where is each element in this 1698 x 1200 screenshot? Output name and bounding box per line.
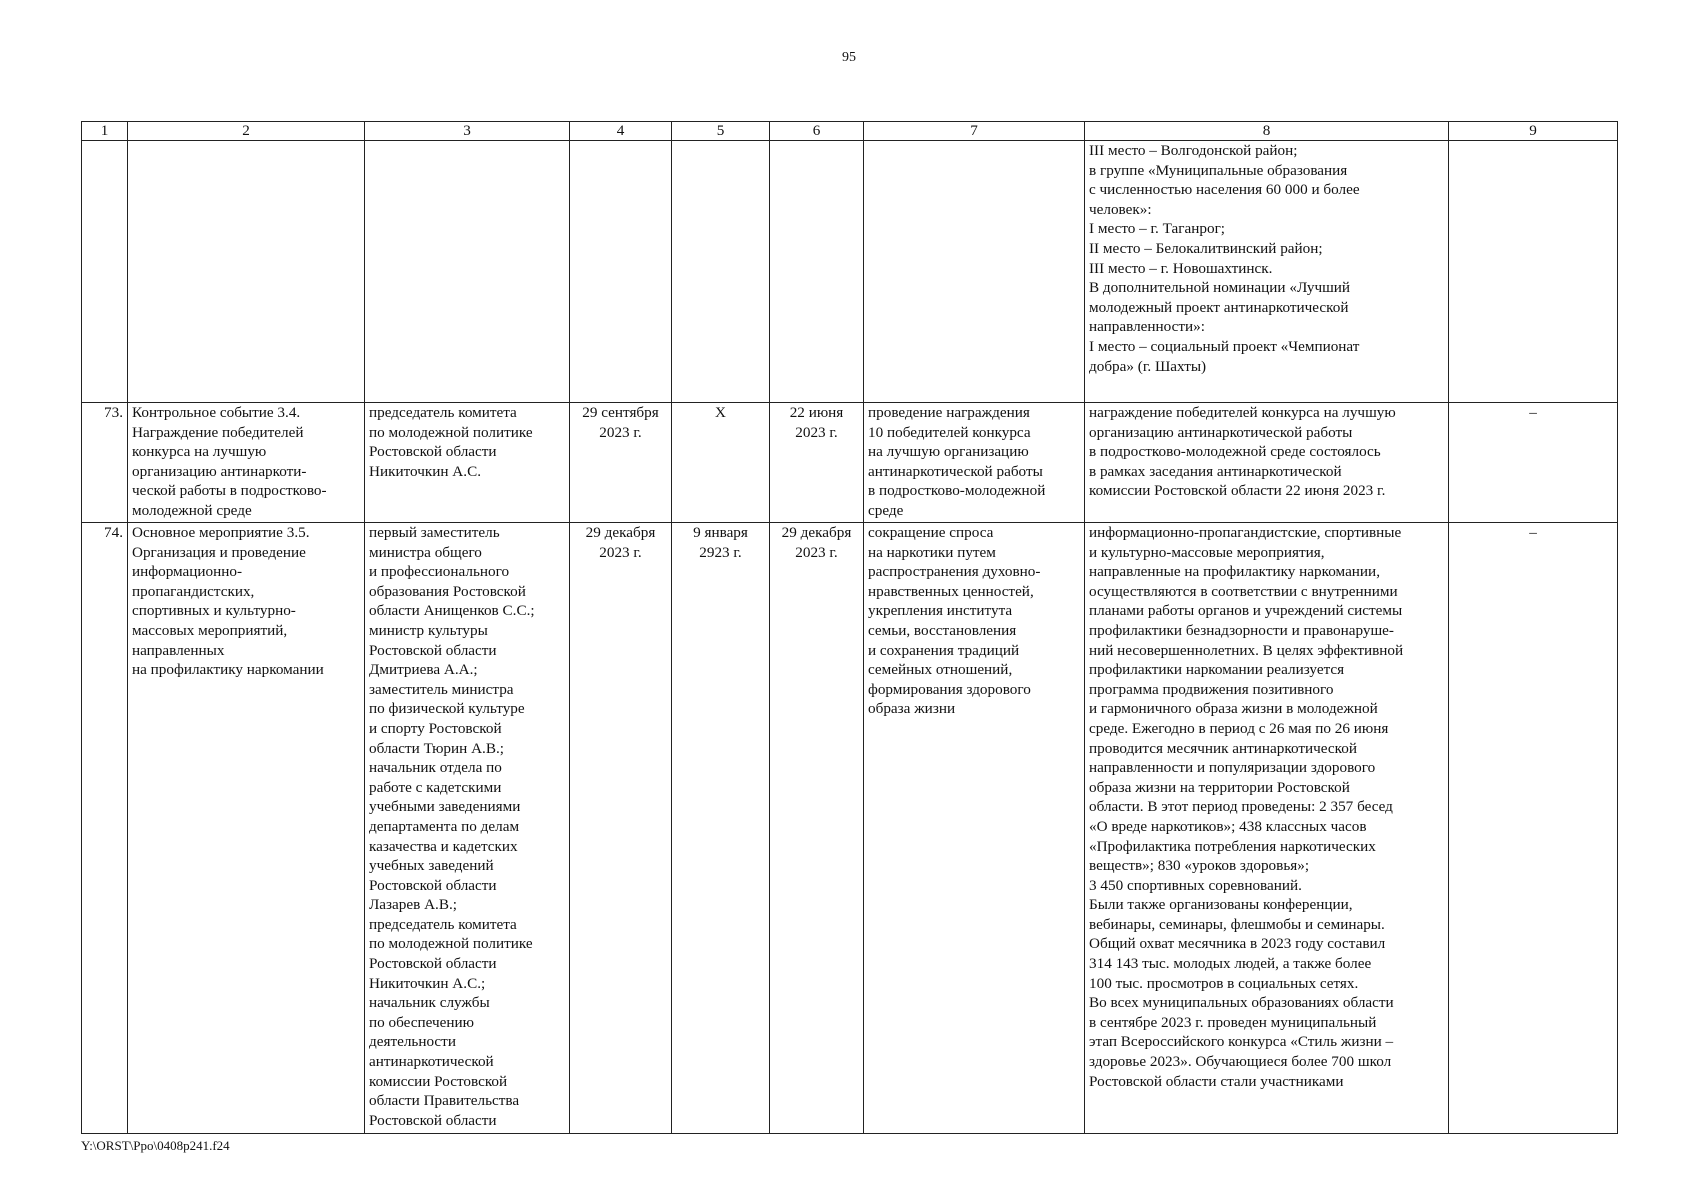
- column-header: 1: [82, 122, 128, 141]
- column-header: 4: [570, 122, 672, 141]
- planned-date-cell: 29 декабря 2023 г.: [570, 523, 672, 1134]
- actual-date-cell: 29 декабря 2023 г.: [770, 523, 864, 1134]
- responsible-cell: [365, 141, 570, 403]
- table-row: [82, 403, 1618, 523]
- activity-cell: Основное мероприятие 3.5. Организация и проведение информационно- пропагандистских, спортивных и культурно- массовых мероприятий, направленных на профилактику наркомании: [128, 523, 365, 1134]
- note-cell: –: [1449, 523, 1618, 1134]
- table-row: [82, 523, 1618, 1134]
- activity-cell: [128, 141, 365, 403]
- planned-date-cell: 29 сентября 2023 г.: [570, 403, 672, 523]
- actual-date-cell: [770, 141, 864, 403]
- row-number: 73.: [82, 403, 128, 523]
- result-cell: награждение победителей конкурса на лучшую организацию антинаркотической работы в подростково-молодежной среде состоялось в рамках заседания антинаркотической комиссии Ростовской области 22 июня 2023 г.: [1085, 403, 1449, 523]
- responsible-cell: первый заместитель министра общего и профессионального образования Ростовской области Анищенков С.С.; министр культуры Ростовской области Дмитриева А.А.; заместитель министра по физической культуре и спорту Ростовской области Тюрин А.В.; начальник отдела по работе с кадетскими учебными заведениями департамента по делам казачества и кадетских учебных заведений Ростовской области Лазарев А.В.; председатель комитета по молодежной политике Ростовской области Никиточкин А.С.; начальник службы по обеспечению деятельности антинаркотической комиссии Ростовской области Правительства Ростовской области: [365, 523, 570, 1134]
- file-path-footer: Y:\ORST\Ppo\0408p241.f24: [81, 1138, 230, 1153]
- activity-cell: Контрольное событие 3.4. Награждение победителей конкурса на лучшую организацию антинаркоти- ческой работы в подростково- молодежной среде: [128, 403, 365, 523]
- result-cell: информационно-пропагандистские, спортивные и культурно-массовые мероприятия, направленные на профилактику наркомании, осуществляются в соответствии с внутренними планами работы органов и учреждений системы профилактики безнадзорности и правонаруше- ний несовершеннолетних. В целях эффективной профилактики наркомании реализуется программа продвижения позитивного и гармоничного образа жизни в молодежной среде. Ежегодно в период с 26 мая по 26 июня проводится месячник антинаркотической направленности и популяризации здорового образа жизни на территории Ростовской области. В этот период проведены: 2 357 бесед «О вреде наркотиков»; 438 классных часов «Профилактика потребления наркотических веществ»; 830 «уроков здоровья»; 3 450 спортивных соревнований. Были также организованы конференции, вебинары, семинары, флешмобы и семинары. Общий охват месячника в 2023 году составил 314 143 тыс. молодых людей, а также более 100 тыс. просмотров в социальных сетях. Во всех муниципальных образованиях области в сентябре 2023 г. проведен муниципальный этап Всероссийского конкурса «Стиль жизни – здоровье 2023». Обучающиеся более 700 школ Ростовской области стали участниками: [1085, 523, 1449, 1134]
- note-cell: –: [1449, 403, 1618, 523]
- expected-result-cell: сокращение спроса на наркотики путем распространения духовно- нравственных ценностей, укрепления института семьи, восстановления и сохранения традиций семейных отношений, формирования здорового образа жизни: [864, 523, 1085, 1134]
- responsible-cell: председатель комитета по молодежной политике Ростовской области Никиточкин А.С.: [365, 403, 570, 523]
- column-header: 7: [864, 122, 1085, 141]
- column-header: 9: [1449, 122, 1618, 141]
- expected-result-cell: [864, 141, 1085, 403]
- table-row: [82, 141, 1618, 403]
- note-cell: [1449, 141, 1618, 403]
- actual-date-cell: 22 июня 2023 г.: [770, 403, 864, 523]
- result-cell: III место – Волгодонской район; в группе «Муниципальные образования с численностью населения 60 000 и более человек»: I место – г. Таганрог; II место – Белокалитвинский район; III место – г. Новошахтинск. В дополнительной номинации «Лучший молодежный проект антинаркотической направленности»: I место – социальный проект «Чемпионат добра» (г. Шахты): [1085, 141, 1449, 403]
- column-header: 5: [672, 122, 770, 141]
- column-header: 6: [770, 122, 864, 141]
- row-number: [82, 141, 128, 403]
- report-table: [81, 121, 1618, 1134]
- column-header: 3: [365, 122, 570, 141]
- header-row: [82, 122, 1618, 141]
- date-cell: 9 января 2923 г.: [672, 523, 770, 1134]
- planned-date-cell: [570, 141, 672, 403]
- date-cell: Х: [672, 403, 770, 523]
- column-header: 2: [128, 122, 365, 141]
- date-cell: [672, 141, 770, 403]
- row-number: 74.: [82, 523, 128, 1134]
- column-header: 8: [1085, 122, 1449, 141]
- page-number: 95: [842, 50, 856, 65]
- expected-result-cell: проведение награждения 10 победителей конкурса на лучшую организацию антинаркотической работы в подростково-молодежной среде: [864, 403, 1085, 523]
